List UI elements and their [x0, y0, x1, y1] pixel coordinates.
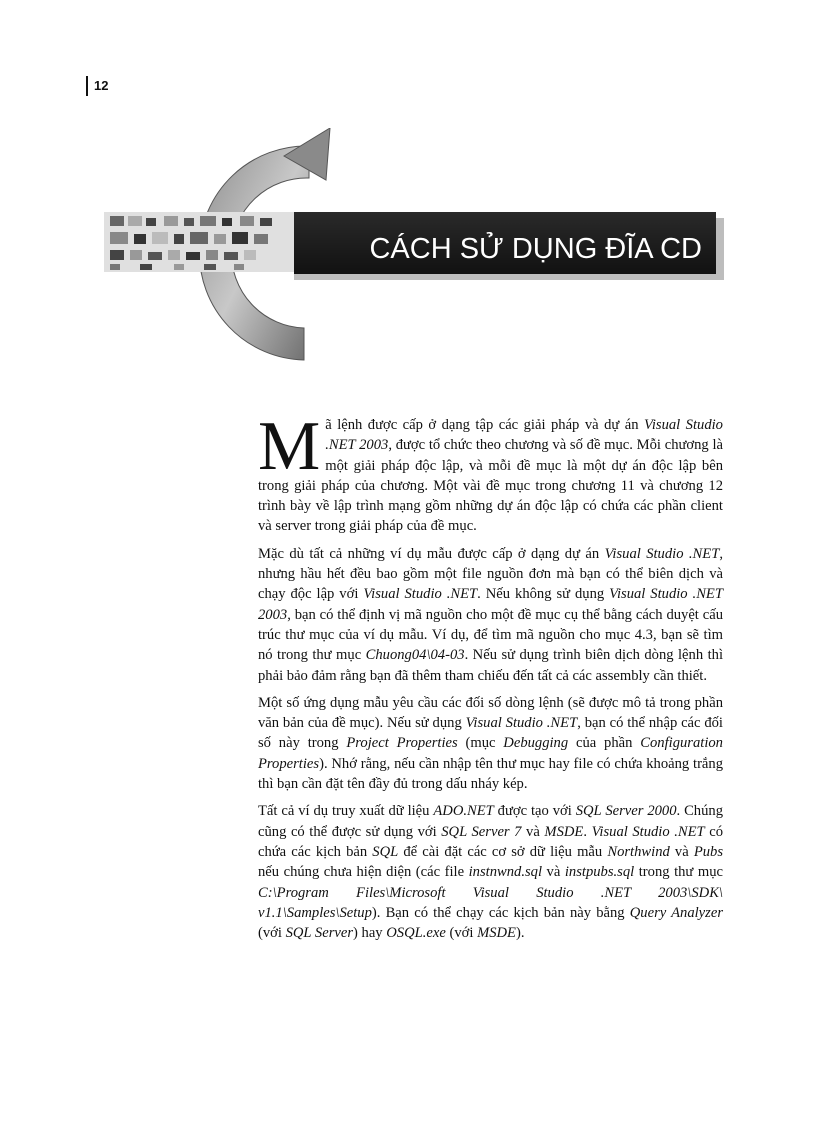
italic-text: SQL Server 2000: [575, 803, 677, 820]
text-segment: được tạo với: [493, 803, 576, 820]
italic-text: SQL Server: [285, 925, 354, 942]
text-segment: (mục: [457, 735, 504, 752]
italic-text: SQL: [372, 843, 399, 860]
text-segment: (với: [445, 925, 478, 942]
italic-text: Chuong04\04-03: [365, 647, 465, 664]
italic-text: Visual Studio .NET 2003: [325, 417, 723, 454]
text-segment: , nhưng hầu hết đều bao gồm một file nguồn đơn mà bạn có thể biên dịch và chạy độc lập với: [258, 545, 723, 603]
text-segment: ). Nhớ rằng, nếu cần nhập tên thư mục hay file có chứa khoảng trắng thì bạn cần đặt tên đầy đủ trong dấu nháy kép.: [258, 755, 723, 793]
italic-text: instpubs.sql: [564, 864, 635, 881]
chapter-header-graphic: [104, 128, 744, 368]
body-paragraph: [258, 693, 723, 794]
pixel-block-pattern: [104, 212, 299, 272]
text-segment: Tất cả ví dụ truy xuất dữ liệu: [258, 803, 434, 820]
italic-text: MSDE: [477, 925, 516, 942]
text-segment: Mặc dù tất cả những ví dụ mẫu được cấp ở dạng dự án: [258, 545, 605, 562]
italic-text: Visual Studio .NET 2003: [258, 586, 723, 623]
text-segment: ). Bạn có thể chạy các kịch bản này bằng: [371, 904, 630, 921]
text-segment: ã lệnh được cấp ở dạng tập các giải pháp và dự án: [325, 417, 644, 433]
page-number-bar: [86, 76, 88, 96]
text-segment: nếu chúng chưa hiện diện (các file: [258, 864, 469, 881]
italic-text: C:\Program Files\Microsoft Visual Studio .NET 2003\SDK\ v1.1\Samples\Setup: [258, 884, 723, 921]
text-segment: để cài đặt các cơ sở dữ liệu mẫu: [398, 843, 608, 860]
italic-text: ADO.NET: [433, 803, 494, 820]
italic-text: Visual Studio .NET: [591, 823, 705, 840]
text-segment: Một số ứng dụng mẫu yêu cầu các đối số dòng lệnh (sẽ được mô tả trong phần văn bản của đề mục). Nếu sử dụng: [258, 694, 723, 732]
drop-cap: M: [258, 408, 321, 485]
text-segment: và: [542, 864, 565, 881]
text-segment: của phần: [568, 735, 641, 752]
text-segment: , được tổ chức theo chương và số đề mục. Mỗi chương là một giải pháp độc lập, và mỗi đề mục là một dự án độc lập bên trong giải pháp của chương. Một vài đề mục trong chương 11 và chương 12 trình bày về lập trình mạng gồm những dự án độc lập có chứa các phần client và server trong giải pháp của đề mục.: [258, 437, 723, 535]
italic-text: Northwind: [607, 843, 670, 860]
text-segment: có chứa các kịch bản: [258, 823, 724, 860]
body-text: [258, 408, 724, 950]
text-segment: , bạn có thể nhập các đối số này trong: [258, 715, 723, 752]
text-segment: . Chúng cũng có thể được sử dụng với: [258, 803, 723, 840]
text-segment: .: [583, 823, 592, 840]
text-segment: ).: [515, 925, 525, 942]
italic-text: Project Properties: [346, 735, 458, 752]
text-segment: trong thư mục: [634, 864, 723, 881]
body-paragraph: [258, 544, 723, 686]
italic-text: MSDE: [544, 823, 584, 840]
chapter-title: CÁCH SỬ DỤNG ĐĨA CD: [369, 233, 702, 265]
italic-text: Visual Studio .NET: [363, 586, 478, 603]
body-paragraph: [258, 801, 723, 943]
italic-text: Visual Studio .NET: [604, 545, 720, 562]
italic-text: instnwnd.sql: [468, 864, 543, 881]
text-segment: . Nếu sử dụng trình biên dịch dòng lệnh thì phải bảo đảm rằng bạn đã thêm tham chiếu đến tất cả các assembly cần thiết.: [258, 647, 723, 684]
text-segment: ) hay: [353, 925, 387, 942]
text-segment: (với: [258, 925, 286, 942]
italic-text: OSQL.exe: [386, 925, 446, 942]
text-segment: , bạn có thể định vị mã nguồn cho một đề mục cụ thể bằng cách duyệt cấu trúc thư mục của ví dụ mẫu. Ví dụ, để tìm mã nguồn cho mục 4.3, bạn sẽ tìm nó trong thư mục: [258, 606, 723, 664]
text-segment: . Nếu không sử dụng: [477, 586, 610, 603]
page-number: 12: [94, 78, 109, 93]
italic-text: Query Analyzer: [629, 904, 723, 921]
italic-text: Configuration Properties: [258, 735, 723, 772]
italic-text: Visual Studio .NET: [465, 715, 578, 732]
text-segment: và: [521, 823, 545, 840]
italic-text: SQL Server 7: [441, 823, 522, 840]
italic-text: Debugging: [503, 735, 569, 752]
text-segment: và: [669, 843, 694, 860]
italic-text: Pubs: [693, 843, 724, 860]
body-paragraph: [258, 408, 723, 537]
